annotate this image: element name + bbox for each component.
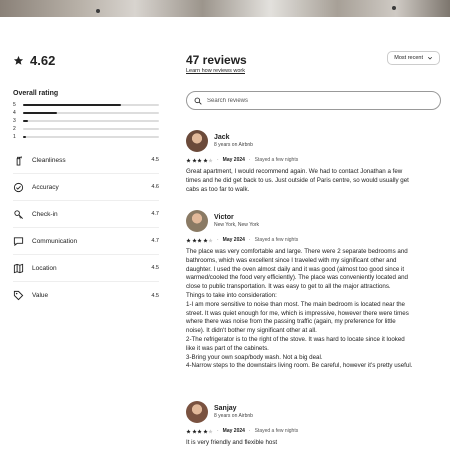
star-icon [186, 429, 191, 434]
star-icon [197, 238, 202, 243]
star-icon [13, 55, 24, 66]
reviewer-avatar[interactable] [186, 210, 208, 232]
reviewer-info [214, 214, 259, 228]
review-meta [186, 428, 442, 434]
tag-icon [13, 290, 24, 301]
overall-rating-label: Overall rating [13, 90, 59, 97]
star-icon [197, 429, 202, 434]
reviewer-subtitle: 8 years on Airbnb [214, 413, 253, 419]
photo-detail [96, 9, 100, 13]
category-label: Communication [32, 237, 78, 245]
review-text-line: It is very friendly and flexible host [186, 439, 278, 446]
review-date: May 2024 [222, 428, 245, 434]
spray-bottle-icon [13, 155, 24, 166]
review-text-line: Things to take into consideration: [186, 291, 277, 299]
category-score: 4.7 [151, 238, 159, 244]
category-score: 4.5 [151, 265, 159, 271]
review-stay-length: Stayed a few nights [254, 237, 299, 243]
rating-bar-row [13, 125, 159, 133]
reviewer-subtitle: 8 years on Airbnb [214, 142, 253, 148]
category-score: 4.7 [151, 211, 159, 217]
rating-bar-star: 5 [13, 102, 16, 108]
rating-bar-row [13, 133, 159, 141]
reviews-count-title: 47 reviews [186, 53, 247, 67]
rating-bar-track [23, 128, 159, 130]
star-icon [192, 429, 197, 434]
meta-separator: · [217, 157, 219, 163]
review-text-line: like it was part of the cabinets. [186, 344, 269, 352]
review-card [186, 130, 442, 194]
review-text-line: 4-Narrow steps to the downstairs living room. Be careful, however it's pretty useful. [186, 362, 413, 370]
category-ratings [13, 147, 159, 309]
meta-separator: · [217, 428, 219, 434]
key-icon [13, 209, 24, 220]
review-text-line: 1-I am more sensitive to noise than most. The main bedroom is located near the [186, 300, 405, 308]
rating-bar-row [13, 101, 159, 109]
reviewer-avatar[interactable] [186, 401, 208, 423]
category-score: 4.5 [151, 292, 159, 299]
meta-separator: · [248, 237, 251, 243]
review-text [186, 439, 442, 448]
review-stay-length: Stayed a few nights [254, 157, 299, 163]
rating-bar-track [23, 104, 159, 106]
rating-bar-star: 2 [13, 126, 16, 132]
review-text-line: 2-The refrigerator is to the right of the stove. It was hard to locate since it looked [186, 335, 405, 343]
rating-bar-row [13, 117, 159, 125]
review-stars [186, 238, 213, 243]
reviewer-info [214, 134, 253, 148]
star-icon [208, 429, 213, 434]
category-label: Location [32, 264, 57, 272]
review-text-line: bathrooms, which was excellent since I traveled with my significant other and [186, 256, 397, 264]
review-text-line: cabs as too far to walk. [186, 185, 250, 193]
rating-bar-track [23, 112, 159, 114]
review-meta [186, 157, 442, 163]
rating-bar-fill [23, 104, 121, 106]
review-text-line: warmed/cooled the food very efficiently). The place was conveniently located and [186, 274, 408, 282]
rating-header [13, 53, 55, 68]
rating-bar-star: 1 [13, 134, 16, 140]
review-date: May 2024 [222, 157, 245, 163]
reviewer-header [186, 130, 442, 152]
review-text-line: The place was very comfortable and large. There were 2 separate bedrooms and [186, 248, 408, 255]
category-label: Value [32, 292, 49, 299]
review-card [186, 210, 442, 371]
search-reviews-bar[interactable] [186, 91, 441, 110]
search-reviews-input[interactable] [207, 98, 427, 104]
reviewer-name: Jack [214, 134, 230, 141]
review-date: May 2024 [222, 237, 245, 243]
reviewer-avatar[interactable] [186, 130, 208, 152]
chevron-down-icon [427, 55, 433, 61]
review-card [186, 401, 442, 448]
rating-bar-track [23, 120, 159, 122]
category-score: 4.6 [151, 184, 159, 190]
review-stay-length: Stayed a few nights [254, 428, 299, 434]
review-meta [186, 237, 442, 243]
category-label: Accuracy [32, 183, 59, 191]
search-icon [194, 97, 202, 105]
rating-distribution [13, 101, 159, 141]
sort-label: Most recent [394, 55, 423, 61]
star-icon [203, 429, 208, 434]
meta-separator: · [248, 157, 251, 163]
rating-bar-fill [23, 136, 26, 138]
reviewer-name: Sanjay [214, 405, 237, 412]
listing-photo-strip [0, 0, 450, 17]
star-icon [203, 158, 208, 163]
reviewer-info [214, 405, 253, 419]
review-text-line: Great apartment, I would recommend again. We had to contact Jonathan a few [186, 168, 403, 175]
star-icon [192, 158, 197, 163]
review-text-line: street. It was quiet enough for me, which is impressive, however there were times [186, 309, 409, 317]
category-rating-row [13, 147, 159, 174]
category-rating-row [13, 255, 159, 282]
reviewer-header [186, 401, 442, 423]
review-stars [186, 158, 213, 163]
star-icon [197, 158, 202, 163]
map-icon [13, 263, 24, 274]
review-text-line: daughter. I used the oven almost daily and it was good (almost too good since it [186, 265, 405, 273]
star-icon [208, 238, 213, 243]
star-icon [186, 238, 191, 243]
reviewer-name: Victor [214, 214, 234, 221]
category-rating-row [13, 201, 159, 228]
category-label: Cleanliness [32, 156, 66, 164]
check-circle-icon [13, 182, 24, 193]
star-icon [192, 238, 197, 243]
star-icon [186, 158, 191, 163]
rating-bar-star: 4 [13, 110, 16, 116]
rating-bar-track [23, 136, 159, 138]
learn-how-reviews-work-link[interactable]: Learn how reviews work [186, 68, 245, 74]
category-rating-row [13, 282, 159, 309]
reviewer-subtitle: New York, New York [214, 222, 260, 228]
overall-rating-value: 4.62 [30, 53, 56, 68]
meta-separator: · [217, 237, 219, 243]
star-icon [203, 238, 208, 243]
review-text-line: noise). It didn't bother my significant other at all. [186, 327, 317, 335]
star-icon [208, 158, 213, 163]
review-text [186, 248, 442, 371]
rating-bar-fill [23, 120, 28, 122]
category-score: 4.5 [151, 157, 159, 163]
review-text-line: close to public transportation. It was easy to get to all the major attractions. [186, 283, 391, 291]
review-stars [186, 429, 213, 434]
category-rating-row [13, 228, 159, 255]
category-rating-row [13, 174, 159, 201]
rating-bar-fill [23, 112, 57, 114]
photo-detail [392, 6, 396, 10]
meta-separator: · [248, 428, 251, 434]
review-text-line: times and he did get back to us. Just outside of Paris centre, so would usually get [186, 176, 409, 184]
sort-dropdown[interactable] [387, 51, 440, 65]
review-text [186, 168, 442, 194]
rating-bar-row [13, 109, 159, 117]
category-label: Check-in [32, 210, 58, 218]
reviewer-header [186, 210, 442, 232]
review-text-line: where there was noise from the passing traffic (again, my preference for little [186, 318, 396, 326]
rating-bar-star: 3 [13, 118, 16, 124]
chat-bubble-icon [13, 236, 24, 247]
review-text-line: 3-Bring your own soap/body wash. Not a big deal. [186, 353, 323, 361]
